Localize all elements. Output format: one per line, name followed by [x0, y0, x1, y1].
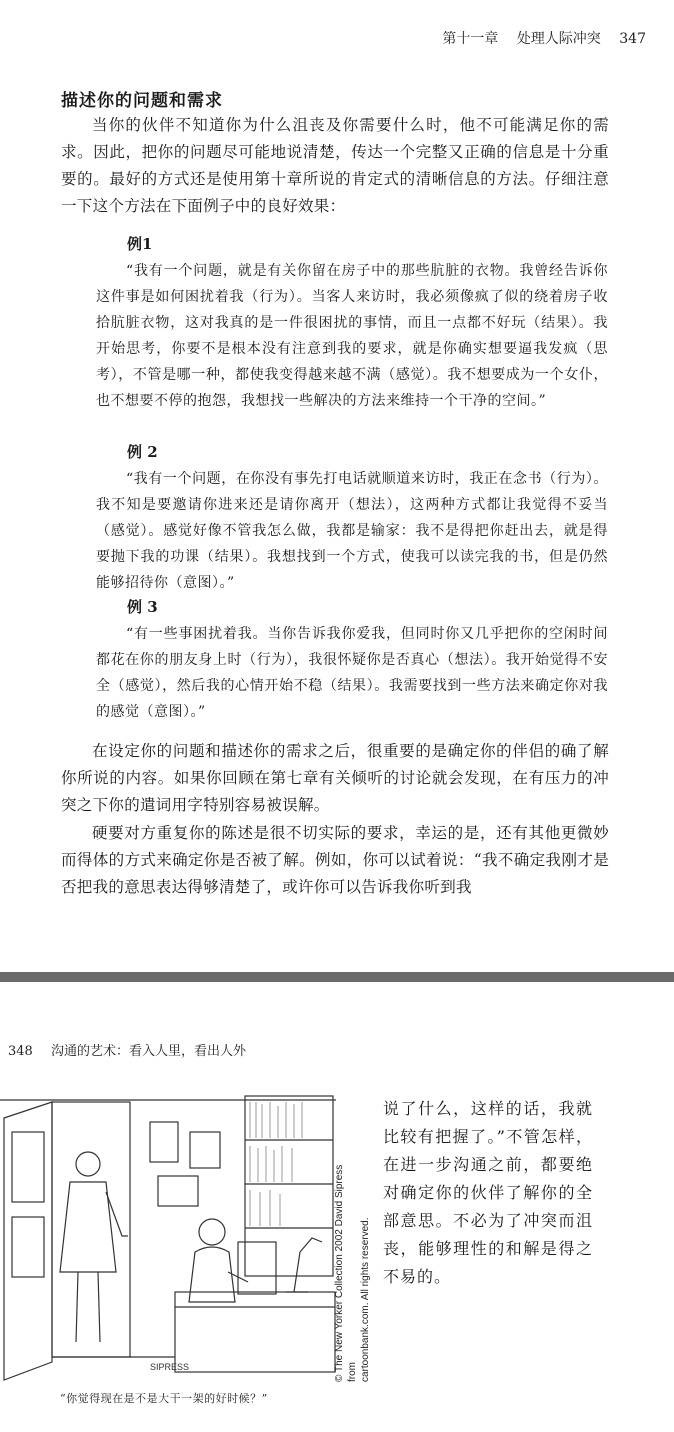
credit-line-2: cartoonbank.com. All rights reserved. [360, 1217, 371, 1382]
cartoon-credit [333, 1142, 373, 1382]
book-title: 沟通的艺术：看入人里，看出人外 [50, 1044, 246, 1059]
example-3-quote: “有一些事困扰着我。当你告诉我你爱我，但同时你又几乎把你的空闲时间都花在你的朋友身上时（行为），我很怀疑你是否真心（想法）。我开始觉得不安全（感觉），然后我的心情开始不稳（结果）。我需要找到一些方法来确定你对我的感觉（意图）。” [96, 626, 608, 720]
continuation-paragraph: 说了什么，这样的话，我就比较有把握了。”不管怎样，在进一步沟通之前，都要绝对确定你的伙伴了解你的全部意思。不必为了冲突而沮丧，能够理性的和解是得之不易的。 [383, 1099, 593, 1286]
credit-line-1: © The New Yorker Collection 2002 David Sipress from [334, 1164, 358, 1382]
example-1-quote: “我有一个问题，就是有关你留在房子中的那些肮脏的衣物。我曾经告诉你这件事是如何困扰着我（行为）。当客人来访时，我必须像疯了似的绕着房子收拾肮脏衣物，这对我真的是一件很困扰的事情，而且一点都不好玩（结果）。我开始思考，你要不是根本没有注意到我的要求，就是你确实想要逼我发疯（思考），不管是哪一种，都使我变得越来越不满（感觉）。我不想要成为一个女仆，也不想要不停的抱怨，我想找一些解决的方法来维持一个干净的空间。” [96, 263, 608, 409]
intro-paragraph: 当你的伙伴不知道你为什么沮丧及你需要什么时，他不可能满足你的需求。因此，把你的问题尽可能地说清楚，传达一个完整又正确的信息是十分重要的。最好的方式还是使用第十章所说的肯定式的清晰信息的方法。仔细注意一下这个方法在下面例子中的良好效果： [61, 116, 609, 215]
chapter-title: 处理人际冲突 [516, 31, 601, 47]
example-2-text [96, 466, 608, 596]
example-3-label: 例 3 [127, 598, 158, 616]
cartoon-signature: SIPRESS [150, 1362, 190, 1372]
running-header-left [8, 1040, 246, 1059]
cartoon-caption: “你觉得现在是不是大干一架的好时候？” [60, 1392, 268, 1405]
example-1-label: 例1 [127, 235, 153, 253]
paragraph-2: 在设定你的问题和描述你的需求之后，很重要的是确定你的伴侣的确了解你所说的内容。如果你回顾在第七章有关倾听的讨论就会发现，在有压力的冲突之下你的遣词用字特别容易被误解。 [61, 742, 609, 814]
page-348 [0, 982, 674, 1432]
example-2-quote: “我有一个问题，在你没有事先打电话就顺道来访时，我正在念书（行为）。我不知是要邀请你进来还是请你离开（想法），这两种方式都让我觉得不妥当（感觉）。感觉好像不管我怎么做，我都是输家：我不是得把你赶出去，就是得要抛下我的功课（结果）。我想找到一个方式，使我可以读完我的书，但是仍然能够招待你（意图）。” [96, 471, 608, 591]
example-1-text [96, 258, 608, 414]
example-2-label: 例 2 [127, 443, 158, 461]
section-title: 描述你的问题和需求 [61, 91, 223, 111]
page-number: 348 [8, 1044, 33, 1059]
paragraph-3: 硬要对方重复你的陈述是很不切实际的要求，幸运的是，还有其他更微妙而得体的方式来确定你是否被了解。例如，你可以试着说：“我不确定我刚才是否把我的意思表达得够清楚了，或许你可以告诉我你听到我 [61, 824, 609, 896]
page-separator [0, 972, 674, 982]
cartoon-illustration [0, 1092, 336, 1382]
running-header [428, 28, 646, 48]
chapter-number: 第十一章 [442, 31, 499, 47]
example-3-text [96, 621, 608, 725]
page-number: 347 [619, 31, 646, 47]
